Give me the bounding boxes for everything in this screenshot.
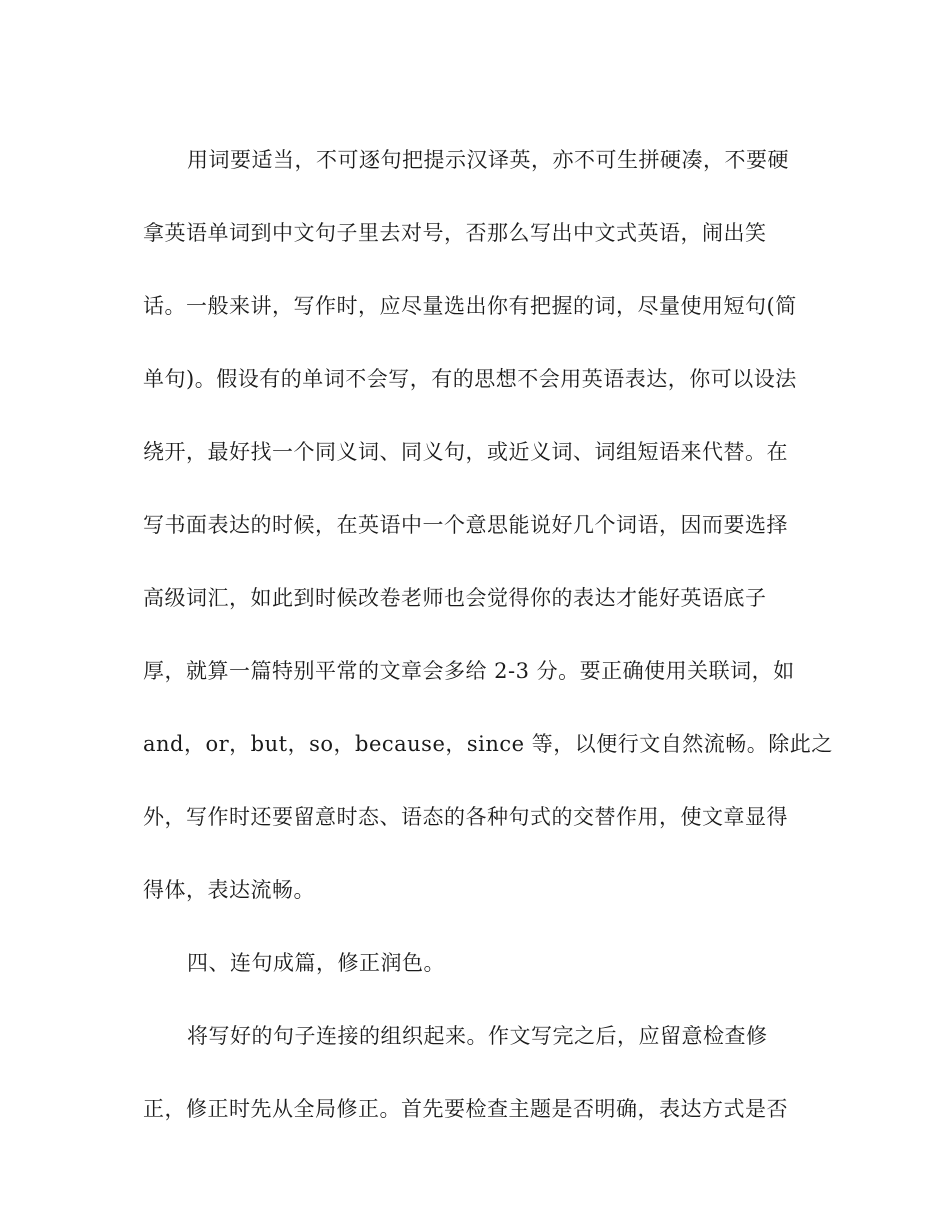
text-line: 厚，就算一篇特别平常的文章会多给 2-3 分。要正确使用关联词，如 <box>143 659 795 683</box>
text-line: 正，修正时先从全局修正。首先要检查主题是否明确，表达方式是否 <box>143 1097 788 1121</box>
text-line: 拿英语单词到中文句子里去对号，否那么写出中文式英语，闹出笑 <box>143 221 767 245</box>
document-body <box>143 124 833 1146</box>
text-line: 外，写作时还要留意时态、语态的各种句式的交替作用，使文章显得 <box>143 805 788 829</box>
section-heading-four <box>143 927 808 1000</box>
text-line: and，or，but，so，because，since 等，以便行文自然流畅。除此之 <box>143 732 833 756</box>
text-line: 话。一般来讲，写作时，应尽量选出你有把握的词，尽量使用短句(简 <box>143 294 797 318</box>
paragraph-revision <box>143 1000 808 1146</box>
text-line: 写书面表达的时候，在英语中一个意思能说好几个词语，因而要选择 <box>143 513 788 537</box>
text-line: 将写好的句子连接的组织起来。作文写完之后，应留意检查修 <box>187 1024 768 1048</box>
section-heading: 四、连句成篇，修正润色。 <box>187 951 445 975</box>
text-line: 用词要适当，不可逐句把提示汉译英，亦不可生拼硬凑，不要硬 <box>187 148 789 172</box>
paragraph-word-choice <box>143 124 833 927</box>
text-line: 绕开，最好找一个同义词、同义句，或近义词、词组短语来代替。在 <box>143 440 788 464</box>
text-line: 单句)。假设有的单词不会写，有的思想不会用英语表达，你可以设法 <box>143 367 797 391</box>
text-line: 得体，表达流畅。 <box>143 878 315 902</box>
text-line: 高级词汇，如此到时候改卷老师也会觉得你的表达才能好英语底子 <box>143 586 767 610</box>
